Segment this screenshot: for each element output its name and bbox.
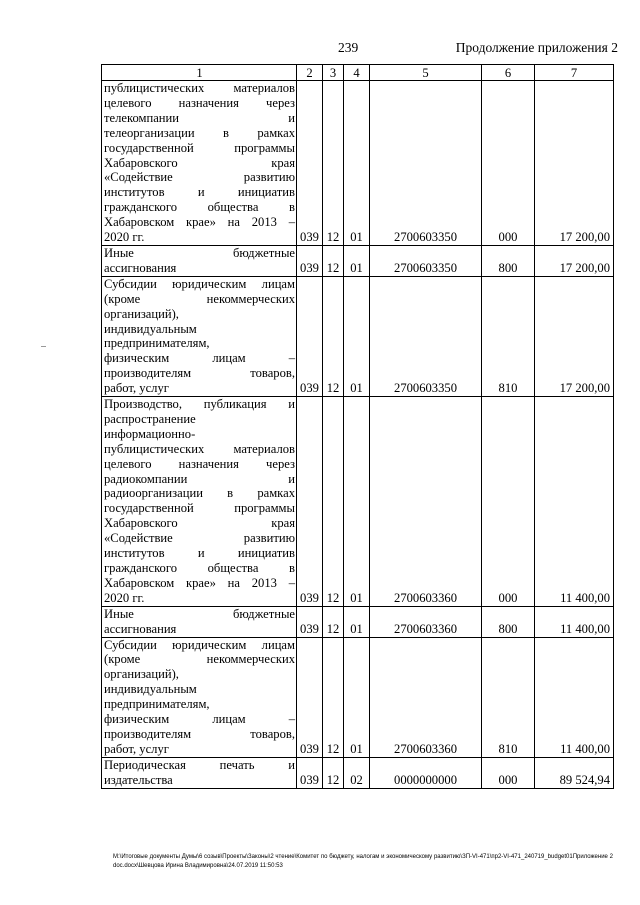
row-description: [102, 397, 297, 607]
subsection-code: 01: [344, 245, 370, 276]
expense-type-code: 810: [482, 637, 535, 757]
column-header: 2: [297, 65, 323, 81]
section-code: 12: [323, 606, 344, 637]
subsection-code: 02: [344, 757, 370, 788]
description-line: 2020 гг.: [104, 590, 145, 605]
ministry-code: 039: [297, 606, 323, 637]
description-line: производителям товаров,: [104, 366, 295, 381]
description-line: Хабаровском крае» на 2013 –: [104, 575, 295, 590]
margin-mark: [41, 346, 46, 347]
subsection-code: 01: [344, 81, 370, 246]
description-line: ассигнования: [104, 260, 177, 275]
amount: 17 200,00: [535, 245, 614, 276]
expense-type-code: 000: [482, 397, 535, 607]
column-header: 1: [102, 65, 297, 81]
description-line: индивидуальным: [104, 321, 197, 336]
column-header: 5: [370, 65, 482, 81]
description-line: государственной программы: [104, 501, 295, 516]
description-line: производителям товаров,: [104, 726, 295, 741]
row-description: [102, 637, 297, 757]
subsection-code: 01: [344, 276, 370, 396]
ministry-code: 039: [297, 397, 323, 607]
expense-type-code: 810: [482, 276, 535, 396]
table-row: [102, 245, 614, 276]
description-line: телекомпании и: [104, 110, 295, 125]
description-line: «Содействие развитию: [104, 170, 295, 185]
expense-type-code: 800: [482, 606, 535, 637]
row-description: [102, 606, 297, 637]
amount: 17 200,00: [535, 81, 614, 246]
continuation-title: Продолжение приложения 2: [455, 40, 618, 55]
table-row: [102, 606, 614, 637]
description-line: физическим лицам –: [104, 351, 295, 366]
target-article-code: 2700603360: [370, 637, 482, 757]
row-description: [102, 276, 297, 396]
target-article-code: 2700603360: [370, 397, 482, 607]
description-line: публицистических материалов: [104, 441, 295, 456]
description-line: целевого назначения через: [104, 95, 295, 110]
amount: 11 400,00: [535, 606, 614, 637]
description-line: (кроме некоммерческих: [104, 652, 295, 667]
description-line: распространение: [104, 411, 196, 426]
section-code: 12: [323, 245, 344, 276]
description-line: физическим лицам –: [104, 712, 295, 727]
description-line: предпринимателям,: [104, 336, 210, 351]
description-line: Субсидии юридическим лицам: [104, 276, 295, 291]
ministry-code: 039: [297, 276, 323, 396]
description-line: (кроме некоммерческих: [104, 291, 295, 306]
amount: 11 400,00: [535, 397, 614, 607]
amount: 89 524,94: [535, 757, 614, 788]
target-article-code: 0000000000: [370, 757, 482, 788]
description-line: публицистических материалов: [104, 81, 295, 95]
description-line: «Содействие развитию: [104, 531, 295, 546]
expense-type-code: 000: [482, 81, 535, 246]
description-line: издательства: [104, 772, 173, 787]
column-header: 3: [323, 65, 344, 81]
subsection-code: 01: [344, 637, 370, 757]
file-path-footer: М:\Итоговые документы Думы\6 созыв\Проекты\Законы\2 чтение\Комитет по бюджету, налогам и экономическому развитию\ЗП-VI-471\пр2-VI-471_240719_budget01Приложение 2 doc.docx\Шевцова Ирина Владимировна\24.07.2019 11:50:53: [113, 854, 613, 869]
section-code: 12: [323, 637, 344, 757]
row-description: [102, 757, 297, 788]
description-line: Производство, публикация и: [104, 397, 295, 412]
table-row: [102, 757, 614, 788]
ministry-code: 039: [297, 245, 323, 276]
description-line: Хабаровского края: [104, 516, 295, 531]
description-line: работ, услуг: [104, 381, 169, 396]
description-line: Иные бюджетные: [104, 606, 295, 621]
target-article-code: 2700603350: [370, 276, 482, 396]
description-line: информационно-: [104, 426, 196, 441]
subsection-code: 01: [344, 606, 370, 637]
ministry-code: 039: [297, 637, 323, 757]
expense-type-code: 800: [482, 245, 535, 276]
description-line: Субсидии юридическим лицам: [104, 637, 295, 652]
subsection-code: 01: [344, 397, 370, 607]
description-line: работ, услуг: [104, 741, 169, 756]
row-description: [102, 81, 297, 246]
amount: 11 400,00: [535, 637, 614, 757]
page-number: 239: [338, 40, 359, 55]
budget-table: [101, 64, 614, 789]
description-line: радиокомпании и: [104, 471, 295, 486]
table-row: [102, 397, 614, 607]
description-line: Хабаровского края: [104, 155, 295, 170]
section-code: 12: [323, 397, 344, 607]
description-line: телеорганизации в рамках: [104, 125, 295, 140]
ministry-code: 039: [297, 757, 323, 788]
target-article-code: 2700603360: [370, 606, 482, 637]
description-line: институтов и инициатив: [104, 185, 295, 200]
description-line: организаций),: [104, 667, 179, 682]
description-line: 2020 гг.: [104, 230, 145, 245]
column-header: 7: [535, 65, 614, 81]
ministry-code: 039: [297, 81, 323, 246]
table-row: [102, 276, 614, 396]
column-header: 6: [482, 65, 535, 81]
target-article-code: 2700603350: [370, 81, 482, 246]
table-row: [102, 637, 614, 757]
description-line: государственной программы: [104, 140, 295, 155]
description-line: Хабаровском крае» на 2013 –: [104, 215, 295, 230]
description-line: организаций),: [104, 306, 179, 321]
target-article-code: 2700603350: [370, 245, 482, 276]
column-header: 4: [344, 65, 370, 81]
column-header-row: [102, 65, 614, 81]
description-line: институтов и инициатив: [104, 546, 295, 561]
description-line: ассигнования: [104, 621, 177, 636]
description-line: радиоорганизации в рамках: [104, 486, 295, 501]
description-line: Иные бюджетные: [104, 245, 295, 260]
table-row: [102, 81, 614, 246]
section-code: 12: [323, 81, 344, 246]
description-line: индивидуальным: [104, 682, 197, 697]
description-line: Периодическая печать и: [104, 757, 295, 772]
expense-type-code: 000: [482, 757, 535, 788]
description-line: гражданского общества в: [104, 200, 295, 215]
amount: 17 200,00: [535, 276, 614, 396]
section-code: 12: [323, 757, 344, 788]
table-body: [102, 65, 614, 789]
description-line: целевого назначения через: [104, 456, 295, 471]
section-code: 12: [323, 276, 344, 396]
description-line: предпринимателям,: [104, 697, 210, 712]
description-line: гражданского общества в: [104, 561, 295, 575]
row-description: [102, 245, 297, 276]
